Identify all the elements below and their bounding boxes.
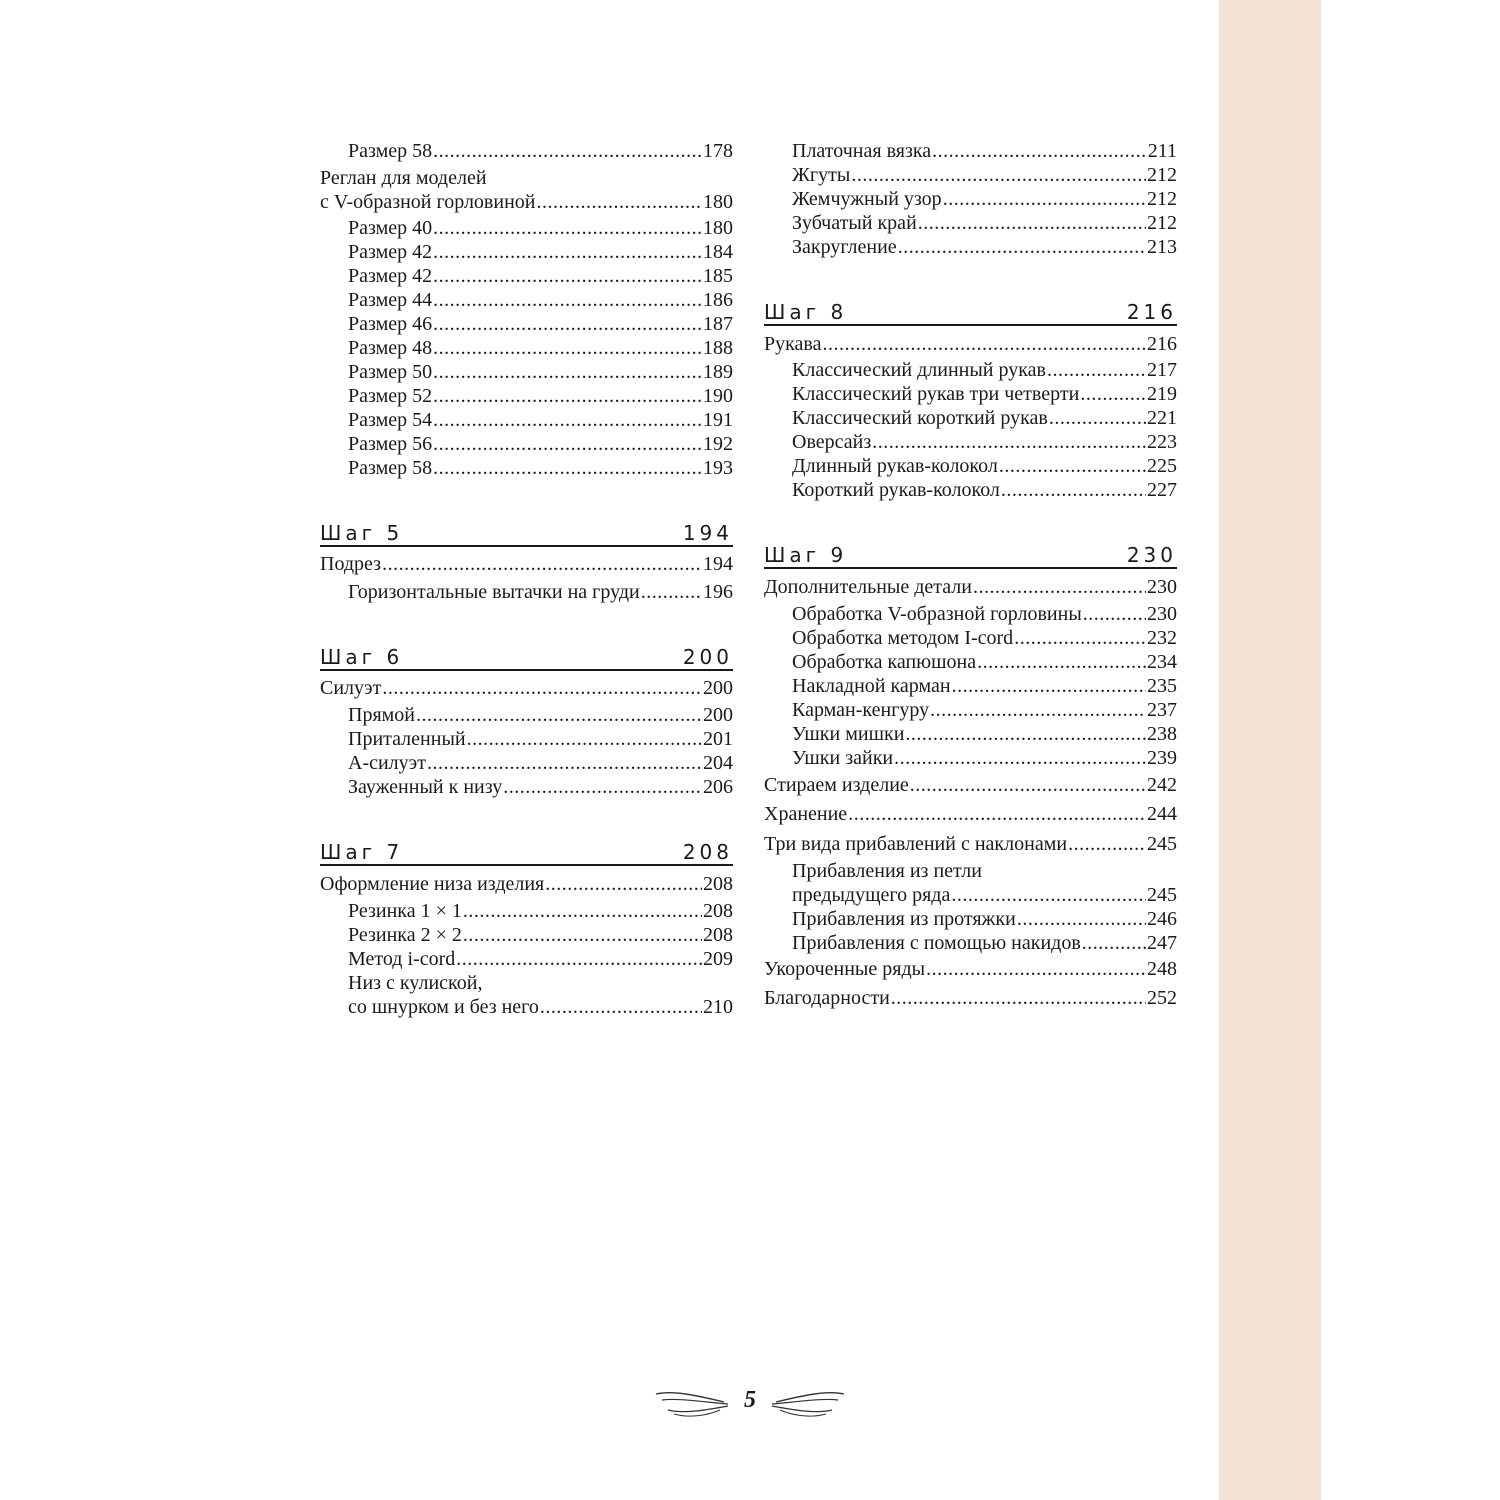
toc-entry-label: Дополнительные детали xyxy=(764,576,972,598)
toc-entry-page: 227 xyxy=(1147,479,1177,501)
toc-entry[interactable] xyxy=(792,358,1177,382)
section-title: Шаг 9 xyxy=(764,543,848,567)
toc-entry[interactable] xyxy=(792,674,1177,698)
toc-entry[interactable] xyxy=(348,216,733,240)
toc-entry-page: 237 xyxy=(1147,699,1177,721)
toc-entry[interactable] xyxy=(792,139,1177,163)
toc-entry-page: 204 xyxy=(703,752,733,774)
toc-entry-label: Платочная вязка xyxy=(792,140,932,162)
section-page: 194 xyxy=(682,521,733,545)
toc-entry-page: 212 xyxy=(1147,164,1177,186)
toc-entry-label: Подрез xyxy=(320,553,382,575)
toc-entry[interactable] xyxy=(348,751,733,775)
toc-entry[interactable] xyxy=(764,957,1177,981)
toc-entry[interactable] xyxy=(764,332,1177,356)
toc-entry[interactable] xyxy=(792,626,1177,650)
section-title: Шаг 5 xyxy=(320,521,404,545)
toc-entry-label: Длинный рукав-колокол xyxy=(792,455,998,477)
section-title: Шаг 6 xyxy=(320,645,404,669)
toc-entry[interactable] xyxy=(764,986,1177,1010)
toc-entry-label: Размер 42 xyxy=(348,265,433,287)
toc-entry-page: 200 xyxy=(703,677,733,699)
toc-entry-label: Размер 54 xyxy=(348,409,433,431)
section-page: 216 xyxy=(1126,300,1177,324)
toc-entry[interactable] xyxy=(320,190,733,214)
toc-entry-page: 248 xyxy=(1147,958,1177,980)
toc-entry-label: Размер 40 xyxy=(348,217,433,239)
toc-entry-page: 242 xyxy=(1147,774,1177,796)
toc-entry-label: Накладной карман xyxy=(792,675,951,697)
toc-entry-page: 232 xyxy=(1147,627,1177,649)
toc-entry[interactable] xyxy=(348,947,733,971)
section-page: 230 xyxy=(1126,543,1177,567)
toc-entry[interactable] xyxy=(348,264,733,288)
toc-entry-label: Хранение xyxy=(764,803,848,825)
toc-entry-label: Оформление низа изделия xyxy=(320,873,545,895)
toc-entry-page: 239 xyxy=(1147,747,1177,769)
section-heading-step-5[interactable] xyxy=(320,519,733,547)
toc-entry[interactable] xyxy=(792,746,1177,770)
toc-entry-page: 208 xyxy=(703,900,733,922)
toc-entry-page: 230 xyxy=(1147,576,1177,598)
toc-entry-label: Благодарности xyxy=(764,987,890,1009)
toc-entry-label: Размер 58 xyxy=(348,457,433,479)
toc-entry[interactable] xyxy=(348,240,733,264)
toc-entry[interactable] xyxy=(792,187,1177,211)
toc-entry-page: 234 xyxy=(1147,651,1177,673)
toc-entry[interactable] xyxy=(792,454,1177,478)
toc-entry-page: 192 xyxy=(703,433,733,455)
toc-entry[interactable] xyxy=(348,336,733,360)
toc-entry-label: Ушки зайки xyxy=(792,747,894,769)
toc-entry-label: Рукава xyxy=(764,333,822,355)
toc-entry-page: 252 xyxy=(1147,987,1177,1009)
toc-entry[interactable] xyxy=(348,408,733,432)
toc-entry-page: 230 xyxy=(1147,603,1177,625)
toc-entry-label: со шнурком и без него xyxy=(348,996,539,1018)
toc-entry[interactable] xyxy=(792,602,1177,626)
toc-entry-label: Размер 56 xyxy=(348,433,433,455)
toc-entry[interactable] xyxy=(348,384,733,408)
toc-entry-page: 180 xyxy=(703,217,733,239)
toc-entry-label: Силуэт xyxy=(320,677,382,699)
toc-entry-label: Резинка 1 × 1 xyxy=(348,900,462,922)
toc-entry-page: 246 xyxy=(1147,908,1177,930)
toc-entry-page: 247 xyxy=(1147,932,1177,954)
toc-entry-page: 184 xyxy=(703,241,733,263)
toc-entry-page: 191 xyxy=(703,409,733,431)
toc-entry-label: Классический короткий рукав xyxy=(792,407,1048,429)
toc-entry[interactable] xyxy=(792,163,1177,187)
toc-entry-label: Обработка капюшона xyxy=(792,651,977,673)
toc-entry[interactable] xyxy=(348,288,733,312)
section-page: 208 xyxy=(682,840,733,864)
toc-entry-label: Прибавления с помощью накидов xyxy=(792,932,1081,954)
toc-entry-label: Обработка методом I-cord xyxy=(792,627,1014,649)
toc-entry[interactable] xyxy=(792,650,1177,674)
toc-entry[interactable] xyxy=(348,139,733,163)
toc-entry[interactable] xyxy=(320,166,733,190)
toc-entry[interactable] xyxy=(348,580,733,604)
toc-entry[interactable] xyxy=(792,235,1177,259)
toc-entry-page: 223 xyxy=(1147,431,1177,453)
toc-entry[interactable] xyxy=(764,575,1177,599)
toc-entry-page: 213 xyxy=(1147,236,1177,258)
toc-entry-label: Укороченные ряды xyxy=(764,958,926,980)
toc-entry-label: Размер 44 xyxy=(348,289,433,311)
toc-entry-label: Зубчатый край xyxy=(792,212,917,234)
toc-entry-page: 225 xyxy=(1147,455,1177,477)
toc-entry[interactable] xyxy=(320,872,733,896)
toc-entry-label: Реглан для моделей xyxy=(320,167,487,189)
toc-entry[interactable] xyxy=(320,676,733,700)
toc-entry-label: Размер 50 xyxy=(348,361,433,383)
toc-entry-label: Ушки мишки xyxy=(792,723,905,745)
toc-entry[interactable] xyxy=(792,931,1177,955)
section-heading-step-6[interactable] xyxy=(320,643,733,671)
toc-entry-label: Прямой xyxy=(348,704,416,726)
toc-entry[interactable] xyxy=(348,312,733,336)
toc-entry[interactable] xyxy=(792,722,1177,746)
toc-entry[interactable] xyxy=(792,430,1177,454)
toc-entry-page: 212 xyxy=(1147,212,1177,234)
toc-entry-page: 186 xyxy=(703,289,733,311)
section-heading-step-8[interactable] xyxy=(764,298,1177,326)
toc-entry[interactable] xyxy=(792,406,1177,430)
toc-entry-label: Стираем изделие xyxy=(764,774,909,796)
toc-entry[interactable] xyxy=(348,727,733,751)
toc-entry[interactable] xyxy=(792,211,1177,235)
toc-entry-page: 245 xyxy=(1147,884,1177,906)
toc-entry-page: 219 xyxy=(1147,383,1177,405)
toc-entry-label: Размер 48 xyxy=(348,337,433,359)
section-heading-step-9[interactable] xyxy=(764,541,1177,569)
section-page: 200 xyxy=(682,645,733,669)
toc-entry-label: Приталенный xyxy=(348,728,466,750)
toc-entry[interactable] xyxy=(764,773,1177,797)
toc-entry-label: Зауженный к низу xyxy=(348,776,503,798)
toc-entry-label: Прибавления из петли xyxy=(792,860,982,882)
toc-entry-page: 208 xyxy=(703,924,733,946)
toc-entry-page: 201 xyxy=(703,728,733,750)
section-heading-step-7[interactable] xyxy=(320,838,733,866)
toc-entry-label: Метод i-cord xyxy=(348,948,456,970)
toc-entry[interactable] xyxy=(320,552,733,576)
toc-entry[interactable] xyxy=(764,832,1177,856)
toc-entry-page: 190 xyxy=(703,385,733,407)
toc-entry[interactable] xyxy=(764,802,1177,826)
toc-entry-page: 210 xyxy=(703,996,733,1018)
toc-entry-label: А-силуэт xyxy=(348,752,426,774)
toc-entry-label: Размер 46 xyxy=(348,313,433,335)
toc-entry-page: 235 xyxy=(1147,675,1177,697)
toc-entry-label: Три вида прибавлений с наклонами xyxy=(764,833,1068,855)
toc-entry-label: Резинка 2 × 2 xyxy=(348,924,462,946)
toc-entry[interactable] xyxy=(792,382,1177,406)
toc-entry-page: 208 xyxy=(703,873,733,895)
toc-entry-label: Жемчужный узор xyxy=(792,188,942,210)
toc-entry[interactable] xyxy=(792,698,1177,722)
toc-entry-page: 193 xyxy=(703,457,733,479)
page-footer xyxy=(650,1384,850,1420)
toc-entry[interactable] xyxy=(348,432,733,456)
side-color-band xyxy=(1219,0,1321,1500)
toc-entry-page: 194 xyxy=(703,553,733,575)
toc-entry-page: 211 xyxy=(1147,140,1177,162)
toc-entry-label: Размер 58 xyxy=(348,140,433,162)
toc-entry[interactable] xyxy=(348,899,733,923)
section-title: Шаг 8 xyxy=(764,300,848,324)
toc-entry[interactable] xyxy=(792,478,1177,502)
toc-entry-label: Классический рукав три четверти xyxy=(792,383,1080,405)
toc-entry-label: Размер 42 xyxy=(348,241,433,263)
toc-entry-label: Классический длинный рукав xyxy=(792,359,1046,381)
toc-entry-page: 196 xyxy=(703,581,733,603)
toc-entry-label: Прибавления из протяжки xyxy=(792,908,1016,930)
toc-entry-page: 187 xyxy=(703,313,733,335)
toc-entry[interactable] xyxy=(792,907,1177,931)
toc-entry[interactable] xyxy=(348,775,733,799)
toc-entry-label: предыдущего ряда xyxy=(792,884,951,906)
toc-entry-page: 216 xyxy=(1147,333,1177,355)
toc-entry-page: 206 xyxy=(703,776,733,798)
toc-entry-page: 245 xyxy=(1147,833,1177,855)
toc-entry-label: Закругление xyxy=(792,236,897,258)
toc-entry-page: 209 xyxy=(703,948,733,970)
toc-entry-page: 212 xyxy=(1147,188,1177,210)
toc-entry-page: 200 xyxy=(703,704,733,726)
toc-entry-page: 217 xyxy=(1147,359,1177,381)
toc-entry-page: 180 xyxy=(703,191,733,213)
toc-entry-page: 221 xyxy=(1147,407,1177,429)
toc-entry[interactable] xyxy=(348,995,733,1019)
toc-entry-page: 185 xyxy=(703,265,733,287)
toc-entry[interactable] xyxy=(348,360,733,384)
toc-entry[interactable] xyxy=(792,883,1177,907)
toc-entry[interactable] xyxy=(348,703,733,727)
toc-entry-label: Размер 52 xyxy=(348,385,433,407)
section-title: Шаг 7 xyxy=(320,840,404,864)
toc-entry-label: с V-образной горловиной xyxy=(320,191,536,213)
flourish-right-icon xyxy=(766,1388,846,1418)
toc-entry-page: 244 xyxy=(1147,803,1177,825)
toc-entry-label: Жгуты xyxy=(792,164,851,186)
toc-entry-page: 189 xyxy=(703,361,733,383)
page-number: 5 xyxy=(744,1387,756,1413)
toc-entry[interactable] xyxy=(792,859,1177,883)
toc-entry-label: Короткий рукав-колокол xyxy=(792,479,1000,501)
toc-entry-label: Обработка V-образной горловины xyxy=(792,603,1082,625)
toc-entry-label: Карман-кенгуру xyxy=(792,699,930,721)
toc-entry-label: Низ с кулиской, xyxy=(348,972,483,994)
toc-entry-page: 238 xyxy=(1147,723,1177,745)
toc-entry[interactable] xyxy=(348,456,733,480)
toc-entry-page: 188 xyxy=(703,337,733,359)
toc-entry[interactable] xyxy=(348,923,733,947)
toc-entry[interactable] xyxy=(348,971,733,995)
toc-entry-page: 178 xyxy=(703,140,733,162)
toc-entry-label: Оверсайз xyxy=(792,431,872,453)
toc-entry-label: Горизонтальные вытачки на груди xyxy=(348,581,640,603)
